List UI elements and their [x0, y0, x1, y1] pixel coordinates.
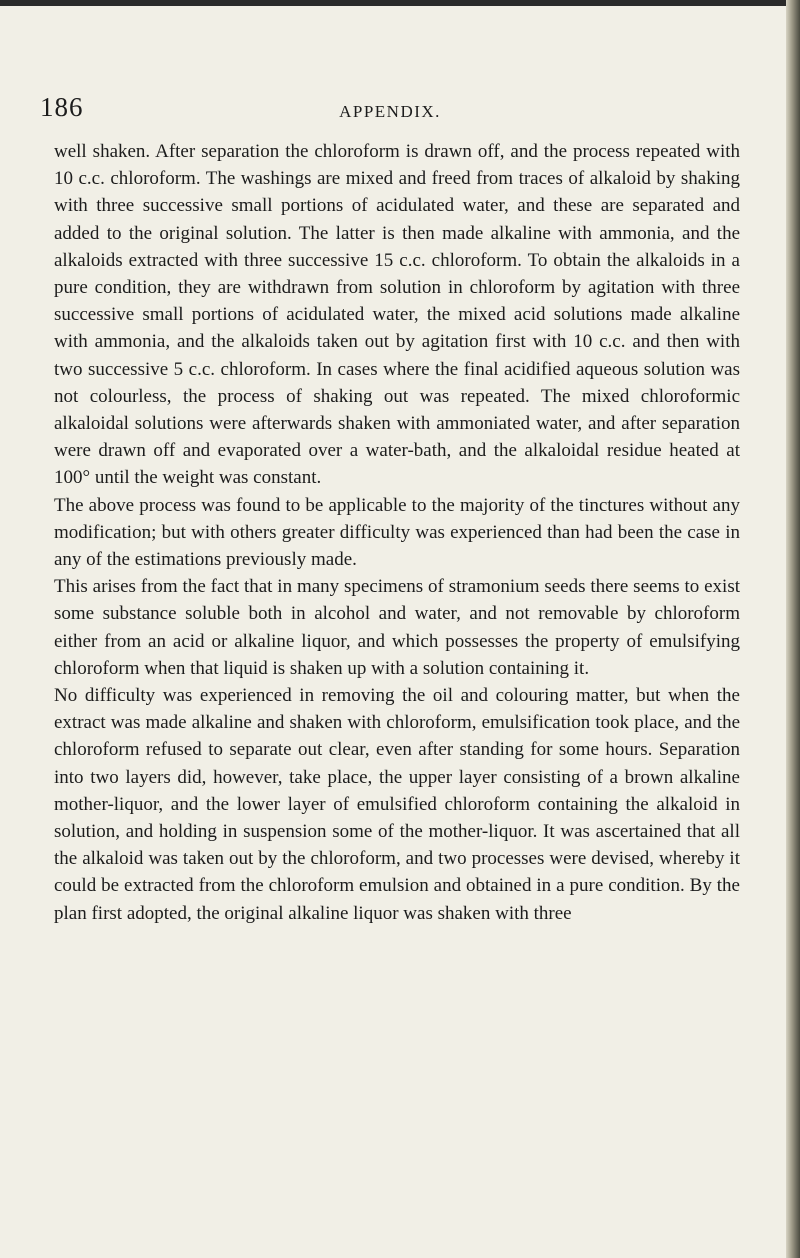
paragraph-3: This arises from the fact that in many specimens of stramonium seeds there seems to exist some substance soluble both in alcohol and water, and not removable by chloroform either from an acid or alkaline liquor, and which possesses the property of emulsifying chloroform when that liquid is shaken up with a solution containing it. [54, 576, 740, 679]
page-header [40, 92, 740, 132]
body-text [54, 138, 740, 927]
paragraph-4: No difficulty was experienced in removing the oil and colouring matter, but when the extract was made alkaline and shaken with chloroform, emulsification took place, and the chloroform refused to separate out clear, even after standing for some hours. Separation into two layers did, however, take place, the upper layer consisting of a brown alkaline mother-liquor, and the lower layer of emulsified chloroform containing the alkaloid in solution, and holding in suspension some of the mother-liquor. It was ascertained that all the alkaloid was taken out by the chloroform, and two processes were devised, whereby it could be extracted from the chloroform emulsion and obtained in a pure condition. By the plan first adopted, the original alkaline liquor was shaken with three [54, 685, 740, 924]
paragraph-1: well shaken. After separation the chloroform is drawn off, and the process repeated with 10 c.c. chloroform. The washings are mixed and freed from traces of alkaloid by shaking with three successive small portions of acidulated water, and these are separated and added to the original solution. The latter is then made alkaline with ammonia, and the alkaloids extracted with three successive 15 c.c. chloroform. To obtain the alkaloids in a pure condition, they are withdrawn from solution in chloroform by agitation with three successive small portions of acidulated water, the mixed acid solutions made alkaline with ammonia, and the alkaloids taken out by agitation first with 10 c.c. and then with two successive 5 c.c. chloroform. In cases where the final acidified aqueous solution was not colourless, the process of shaking out was repeated. The mixed chloroformic alkaloidal solutions were afterwards shaken with ammoniated water, and after separation were drawn off and evaporated over a water-bath, and the alkaloidal residue heated at 100° until the weight was constant. [54, 141, 740, 489]
page-number: 186 [40, 92, 84, 122]
running-title: APPENDIX. [339, 102, 441, 121]
paragraph-2: The above process was found to be applicable to the majority of the tinctures without any modification; but with others greater difficulty was experienced than had been the case in any of the estimations previously made. [54, 494, 740, 571]
page-top-edge [0, 0, 800, 6]
page-binding-edge [786, 0, 800, 1258]
